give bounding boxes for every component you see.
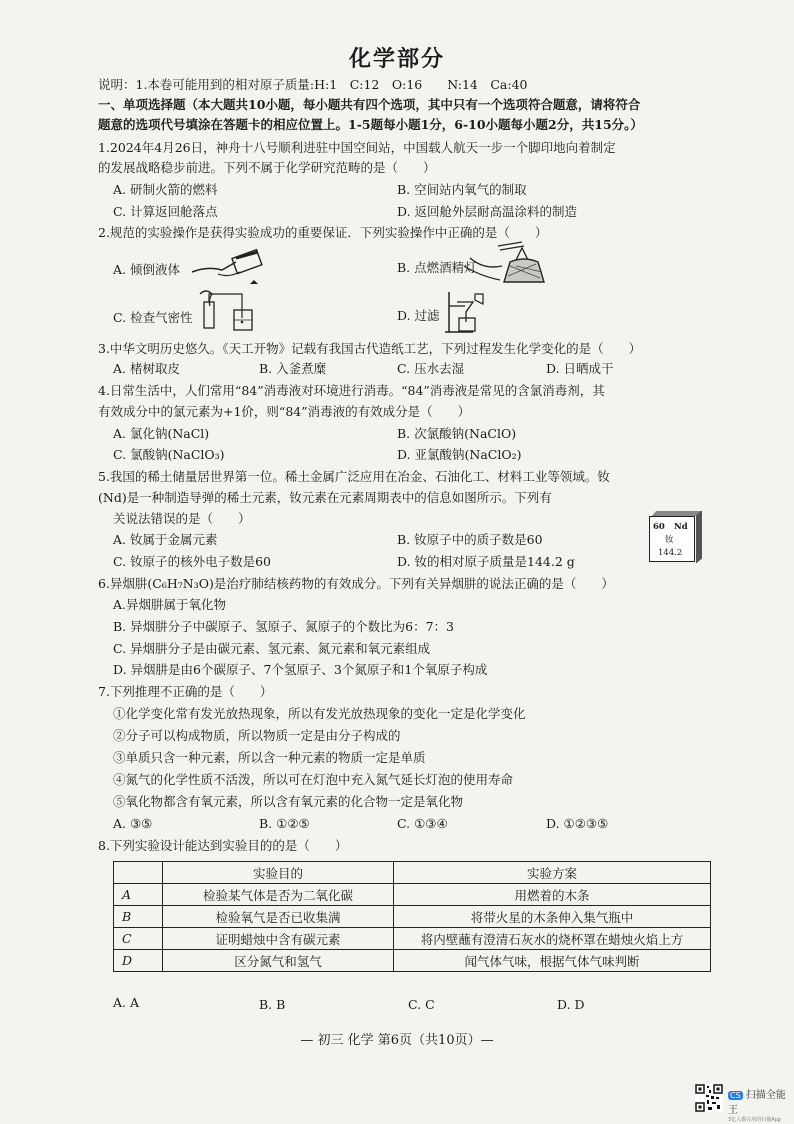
element-mass: 144.2 — [658, 548, 683, 558]
table-row — [114, 950, 711, 972]
table-header-purpose: 实验目的 — [163, 862, 394, 884]
q5-option-c: C. 钕原子的核外电子数是60 — [113, 554, 271, 569]
row-key: A — [114, 884, 163, 906]
q7-option-b: B. ①②⑤ — [259, 816, 310, 831]
q3-option-a: A. 楮树取皮 — [113, 361, 180, 376]
section-heading-line1: 一、单项选择题（本大题共10小题，每小题共有四个选项，其中只有一个选项符合题意，请将符合 — [98, 97, 641, 112]
table-row — [114, 906, 711, 928]
row-purpose: 检验氧气是否已收集满 — [163, 906, 394, 928]
element-symbol: Nd — [674, 522, 688, 532]
q7-statement-3: ③单质只含一种元素，所以含一种元素的物质一定是单质 — [113, 750, 426, 765]
q5-stem-line3: 关说法错误的是（ ） — [113, 511, 251, 526]
filtration-icon — [443, 290, 493, 336]
q6-option-b: B. 异烟肼分子中碳原子、氢原子、氮原子的个数比为6：7：3 — [113, 619, 454, 634]
q7-option-a: A. ③⑤ — [113, 816, 153, 831]
q1-option-a: A. 研制火箭的燃料 — [113, 182, 218, 197]
row-purpose: 区分氮气和氢气 — [163, 950, 394, 972]
q2-option-b: B. 点燃酒精灯 — [397, 260, 477, 275]
q7-option-d: D. ①②③⑤ — [546, 816, 609, 831]
q7-statement-2: ②分子可以构成物质，所以物质一定是由分子构成的 — [113, 728, 401, 743]
airtightness-check-icon — [196, 288, 268, 336]
q7-statement-5: ⑤氧化物都含有氧元素，所以含有氧元素的化合物一定是氧化物 — [113, 794, 464, 809]
q2-option-d: D. 过滤 — [397, 308, 440, 323]
q4-option-c: C. 氯酸钠(NaClO₃) — [113, 447, 225, 462]
q4-stem-line1: 4.日常生活中，人们常用“84”消毒液对环境进行消毒。“84”消毒液是常见的含氯消毒剂，其 — [98, 383, 605, 398]
q8-option-b: B. B — [259, 997, 286, 1012]
q8-stem: 8.下列实验设计能达到实验目的的是（ ） — [98, 838, 348, 853]
table-header-plan: 实验方案 — [394, 862, 711, 884]
table-row — [114, 928, 711, 950]
q3-option-b: B. 入釜煮糜 — [259, 361, 327, 376]
page-footer: — 初三 化学 第6页（共10页）— — [300, 1033, 494, 1048]
q5-option-a: A. 钕属于金属元素 — [113, 532, 218, 547]
row-plan: 将内壁蘸有澄清石灰水的烧杯罩在蜡烛火焰上方 — [394, 928, 711, 950]
pouring-liquid-icon — [188, 244, 272, 292]
q3-stem: 3.中华文明历史悠久。《天工开物》记载有我国古代造纸工艺，下列过程发生化学变化的是（ ） — [98, 341, 642, 356]
q3-option-c: C. 压水去湿 — [397, 361, 465, 376]
experiment-table — [113, 861, 711, 972]
q3-option-d: D. 日晒成干 — [546, 361, 614, 376]
q2-option-c: C. 检查气密性 — [113, 310, 193, 325]
table-header-row — [114, 862, 711, 884]
section-heading-line2: 题意的选项代号填涂在答题卡的相应位置上。1-5题每小题1分，6-10小题每小题2分，共15分。） — [98, 117, 643, 132]
scanner-logo-subtext: 3亿人都在用的扫描App — [728, 1117, 781, 1123]
element-atomic-number: 60 — [653, 522, 665, 532]
scanner-logo-text: 扫描全能王 — [728, 1090, 786, 1116]
q1-option-c: C. 计算返回舱落点 — [113, 204, 218, 219]
q6-option-a: A.异烟肼属于氧化物 — [113, 597, 227, 612]
q4-option-a: A. 氯化钠(NaCl) — [113, 426, 210, 441]
q7-option-c: C. ①③④ — [397, 816, 448, 831]
q4-option-d: D. 亚氯酸钠(NaClO₂) — [397, 447, 522, 462]
q5-stem-line1: 5.我国的稀土储量居世界第一位。稀土金属广泛应用在冶金、石油化工、材料工业等领域。钕 — [98, 469, 610, 484]
table-row — [114, 884, 711, 906]
instructions-note: 说明：1.本卷可能用到的相对原子质量:H:1 C:12 O:16 N:14 Ca:40 — [98, 77, 528, 92]
q5-option-b: B. 钕原子中的质子数是60 — [397, 532, 543, 547]
q7-stem: 7.下列推理不正确的是（ ） — [98, 684, 273, 699]
alcohol-lamp-icon — [460, 236, 556, 288]
row-purpose: 检验某气体是否为二氧化碳 — [163, 884, 394, 906]
q4-option-b: B. 次氯酸钠(NaClO) — [397, 426, 517, 441]
element-card-shadow-side — [696, 510, 702, 563]
q8-option-c: C. C — [408, 997, 435, 1012]
q5-option-d: D. 钕的相对原子质量是144.2 g — [397, 554, 575, 569]
row-key: C — [114, 928, 163, 950]
q6-stem: 6.异烟肼(C₆H₇N₃O)是治疗肺结核药物的有效成分。下列有关异烟肼的说法正确的是（ ） — [98, 576, 614, 591]
q2-stem: 2.规范的实验操作是获得实验成功的重要保证．下列实验操作中正确的是（ ） — [98, 225, 548, 240]
row-plan: 闻气体气味，根据气体气味判断 — [394, 950, 711, 972]
q8-option-d: D. D — [557, 997, 585, 1012]
element-card-neodymium — [649, 516, 695, 562]
q6-option-c: C. 异烟肼分子是由碳元素、氢元素、氮元素和氧元素组成 — [113, 641, 431, 656]
q7-statement-4: ④氮气的化学性质不活泼，所以可在灯泡中充入氮气延长灯泡的使用寿命 — [113, 772, 514, 787]
q8-option-a: A. A — [113, 995, 140, 1010]
row-key: B — [114, 906, 163, 928]
qr-code-icon — [695, 1084, 723, 1112]
element-name: 钕 — [665, 535, 674, 545]
q1-stem-line1: 1.2024年4月26日，神舟十八号顺利进驻中国空间站，中国载人航天一步一个脚印地向着制定 — [98, 140, 616, 155]
q1-option-d: D. 返回舱外层耐高温涂料的制造 — [397, 204, 578, 219]
row-plan: 将带火星的木条伸入集气瓶中 — [394, 906, 711, 928]
camscanner-logo-icon: CS — [730, 1091, 741, 1100]
q6-option-d: D. 异烟肼是由6个碳原子、7个氢原子、3个氮原子和1个氧原子构成 — [113, 662, 488, 677]
row-purpose: 证明蜡烛中含有碳元素 — [163, 928, 394, 950]
q2-option-a: A. 倾倒液体 — [113, 262, 180, 277]
q4-stem-line2: 有效成分中的氯元素为+1价，则“84”消毒液的有效成分是（ ） — [98, 404, 471, 419]
row-plan: 用燃着的木条 — [394, 884, 711, 906]
q1-stem-line2: 的发展战略稳步前进。下列不属于化学研究范畴的是（ ） — [98, 160, 436, 175]
scanner-logo — [728, 1086, 794, 1123]
q5-stem-line2: (Nd)是一种制造导弹的稀土元素，钕元素在元素周期表中的信息如图所示。下列有 — [98, 490, 552, 505]
q7-statement-1: ①化学变化常有发光放热现象，所以有发光放热现象的变化一定是化学变化 — [113, 706, 526, 721]
element-card-shadow-top — [652, 511, 702, 516]
q1-option-b: B. 空间站内氧气的制取 — [397, 182, 527, 197]
row-key: D — [114, 950, 163, 972]
page-title: 化学部分 — [348, 47, 445, 72]
table-header-blank — [114, 862, 163, 884]
